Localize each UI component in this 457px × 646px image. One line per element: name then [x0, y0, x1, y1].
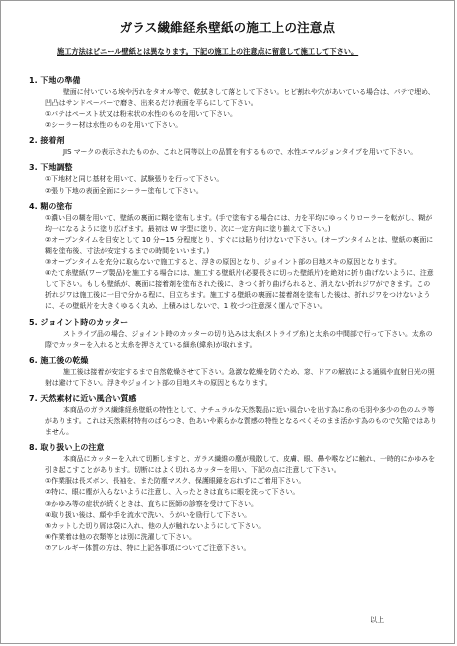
section-heading: 3. 下地調整 [29, 163, 73, 173]
section-2 [29, 135, 437, 158]
list-item: ⑤カットした切り屑は袋に入れ、他の人が触れないようにして下さい。 [45, 521, 266, 530]
section-4 [29, 201, 437, 313]
section-3 [29, 162, 437, 196]
list-item: ③オープンタイムを充分に取らないで施工すると、浮きの原因となり、ジョイント部の目地スキの原因となります。 [45, 258, 401, 267]
lead-notice: 施工方法はビニール壁紙とは異なります。下記の施工上の注意点に留意して施工して下さい。 [57, 47, 359, 56]
document-title: ガラス繊維経糸壁紙の施工上の注意点 [119, 20, 336, 35]
section-8 [29, 442, 437, 554]
list-item: ②特に、眼に塵が入らないように注意し、入ったときは直ちに眼を洗って下さい。 [45, 488, 300, 497]
section-7 [29, 393, 437, 438]
section-paragraph: ストライプ品の場合、ジョイント時のカッターの切り込みは太糸(ストライプ糸)と太糸の中間部で行って下さい。太糸の際でカッターを入れると太糸を押さえている細糸(緯糸)が取れます。 [45, 329, 433, 349]
section-heading: 7. 天然素材に近い風合い質感 [29, 393, 137, 403]
list-item: ①パテはペースト状又は粉末状の水性のものを用いて下さい。 [45, 110, 237, 119]
numbered-list [29, 476, 437, 554]
list-item: ②シーラー材は水性のものを用いて下さい。 [45, 121, 183, 130]
numbered-list [29, 109, 437, 131]
section-heading: 8. 取り扱い上の注意 [29, 443, 105, 453]
document-body [29, 71, 437, 554]
section-paragraph: 施工後は接着が安定するまで自然乾燥させて下さい。急激な乾燥を防ぐため、窓、ドアの解放による通風や直射日光の照射は避けて下さい。浮きやジョイント部の目地スキの原因ともなります。 [45, 367, 435, 387]
section-5 [29, 317, 437, 351]
section-1 [29, 75, 437, 131]
section-heading: 1. 下地の準備 [29, 76, 81, 85]
list-item: ②オープンタイムを目安として 10 分~15 分程度とり、すぐには貼り付けないで下さい。(オープンタイムとは、壁紙の裏面に糊を塗布後、寸法が安定するまでの時間をいいます。) [45, 235, 434, 255]
closing-mark: 以上 [370, 616, 384, 624]
list-item: ⑥作業着は他の衣類等とは別に洗濯して下さい。 [45, 532, 196, 541]
section-heading: 2. 接着剤 [29, 136, 65, 146]
section-heading: 6. 施工後の乾燥 [29, 355, 89, 365]
list-item: ①下地材と同じ基材を用いて、試験張りを行って下さい。 [45, 175, 224, 184]
section-paragraph: 本商品にカッターを入れて切断しますと、ガラス繊維の塵が飛散して、皮膚、眼、鼻や喉などに触れ、一時的にかゆみを引き起こすことがあります。切断にはよく切れるカッターを用い、下記の点に注意して下さい。 [45, 455, 436, 475]
list-item: ①作業服は長ズボン、長袖を、また防塵マスク、保護眼鏡を忘れずにご着用下さい。 [45, 477, 306, 486]
numbered-list [29, 213, 437, 313]
section-6 [29, 355, 437, 389]
list-item: ④取り扱い後は、顔や手を流水で洗い、うがいを励行して下さい。 [45, 510, 252, 519]
section-paragraph: 壁面に付いている埃や汚れをタオル等で、乾拭きして落として下さい。ヒビ割れや穴があいている場合は、パテで埋め、凹凸はサンドペーパーで磨き、出来るだけ表面を平らにして下さい。 [45, 88, 435, 108]
list-item: ②張り下地の表面全面にシーラー塗布して下さい。 [45, 186, 203, 195]
list-item: ⑦アレルギー体質の方は、特に上記各事項についてご注意下さい。 [45, 543, 251, 552]
list-item: ③かゆみ等の症状が続くときは、直ちに医師の診察を受けて下さい。 [45, 499, 258, 508]
section-heading: 5. ジョイント時のカッター [29, 317, 129, 327]
section-paragraph: JIS マークの表示されたものか、これと同等以上の品質を有するもので、水性エマルジョンタイプを用いて下さい。 [63, 148, 418, 157]
numbered-list [29, 174, 437, 196]
list-item: ①濃い目の糊を用いて、壁紙の裏面に糊を塗布します。(手で塗布する場合には、力を平均にゆっくりローラーを転がし、糊が均一になるように塗り広げます。最初は W 字型に塗り、次に一定方向に塗り揃えて下さい。) [45, 213, 433, 233]
section-paragraph: 本商品のガラス繊維経糸壁紙の特性として、ナチュラルな天然製品に近い風合いを出す為に糸の毛羽や多少の色のムラ等があります。これは天然素材特有のばらつき、色あいや素らかな質感の特性となるべくそのまま活かす為のもので欠陥ではありません。 [45, 405, 437, 437]
section-heading: 4. 糊の塗布 [29, 201, 73, 211]
list-item: ④たて糸壁紙(ワープ製品)を施工する場合には、施工する壁紙片(必要長さに切った壁紙片)を絶対に折り曲げないように、注意して下さい。もしも壁紙が、裏面に接着剤を塗布された後に、きつく折り曲げられると、消えない折れジワができます。この折れジワは施工後に一目で分かる程に、目立ちます。施工する壁紙の裏面に接着剤を塗布した後は、折れジワをつけないように、その壁紙片を大きくゆるく丸め、上積みはしないで、1 枚づつ注意深く運んで下さい。 [45, 269, 434, 311]
